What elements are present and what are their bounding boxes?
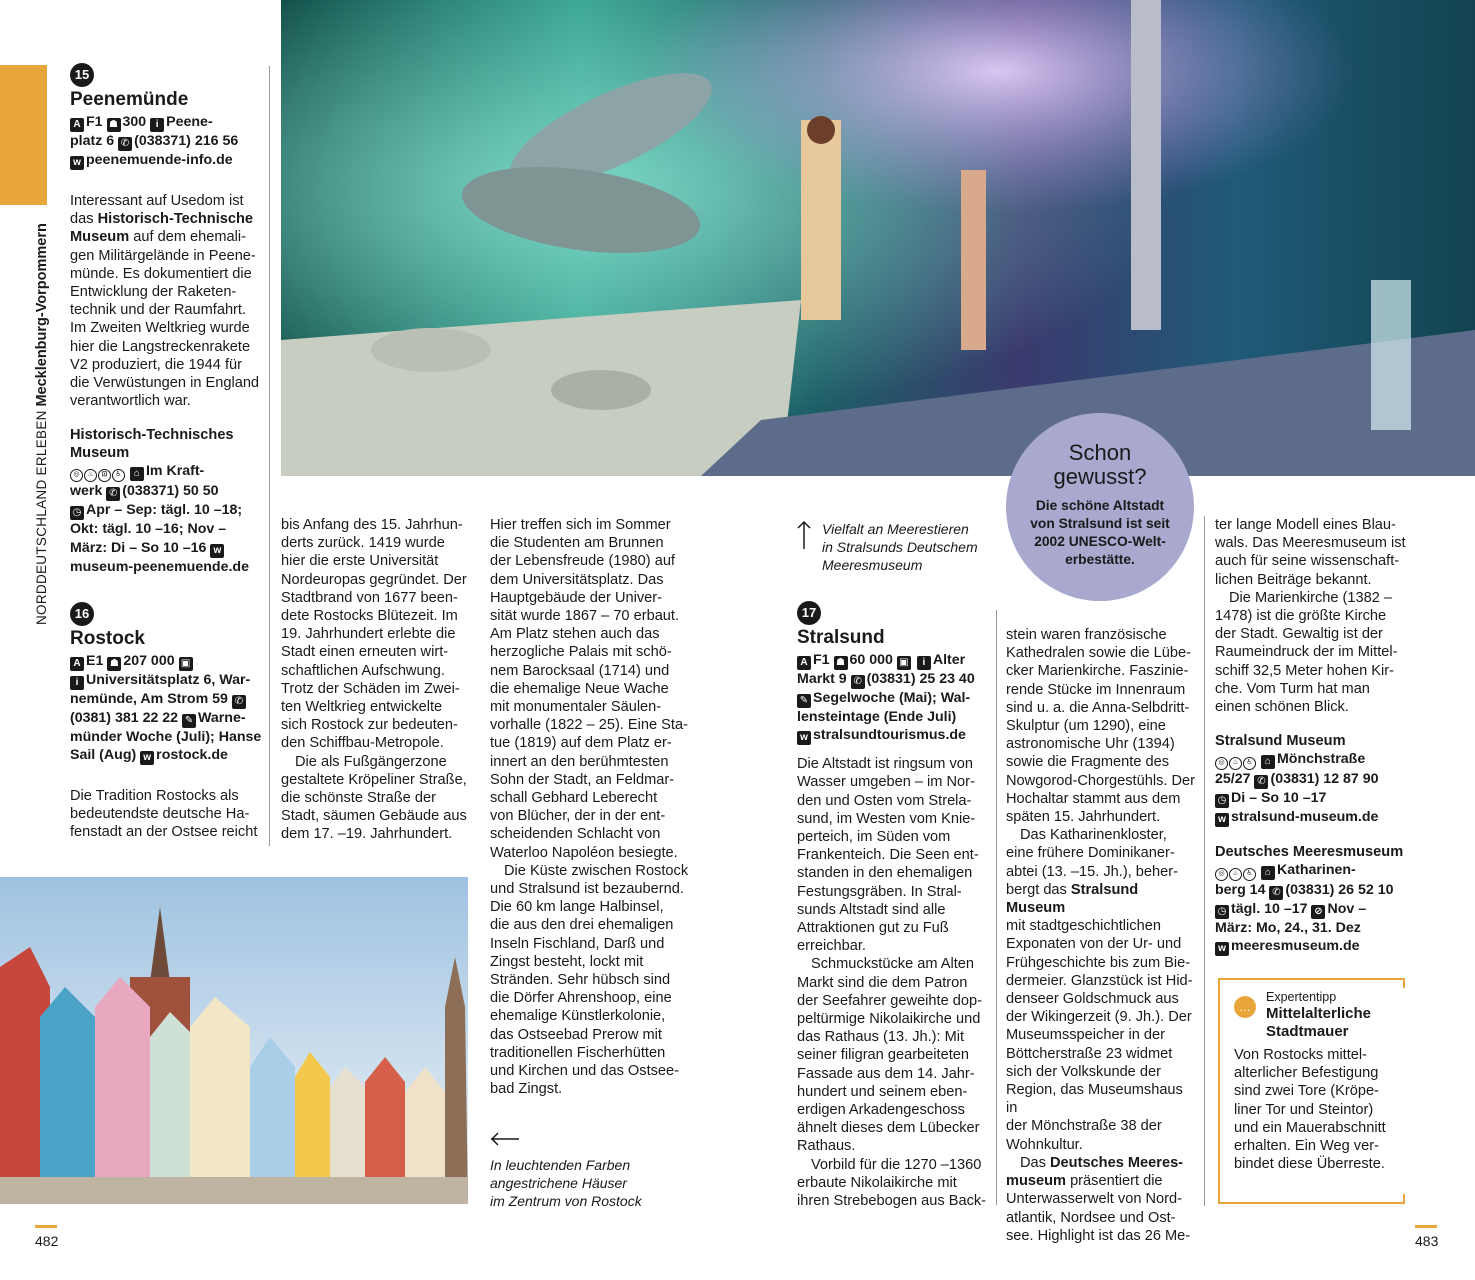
cafe-icon: ♨ — [1229, 757, 1242, 770]
caption-top-arrow — [797, 520, 811, 550]
column-divider — [1204, 516, 1205, 1206]
rostock-website[interactable]: rostock.de — [156, 747, 228, 764]
cafe-icon: ♨ — [1229, 868, 1242, 881]
train-icon: ▣ — [179, 657, 193, 671]
expert-tip-text: Von Rostocks mittel- alterlicher Befestigung sind zwei Tore (Kröpe- liner Tor und Steintor) und ein Mauerabschnitt erhalten. Ein Weg ver- bindet diese Überreste. — [1234, 1047, 1386, 1173]
page-number-left: 482 — [35, 1233, 59, 1249]
stralsund-title: Stralsund — [797, 627, 885, 648]
peenemuende-title: Peenemünde — [70, 89, 189, 110]
phone-icon: ✆ — [106, 487, 120, 501]
info-icon: i — [917, 656, 931, 670]
stralsund-museum-title: Stralsund Museum — [1215, 733, 1346, 750]
did-you-know-circle — [1006, 413, 1194, 601]
attraction-icon: ◎ — [70, 469, 83, 482]
htm-museum-website[interactable]: museum-peenemuende.de — [70, 558, 249, 575]
info-icon: i — [150, 118, 164, 132]
entry-number-16: 16 — [70, 602, 94, 626]
caption-top: Vielfalt an Meerestieren in Stralsunds Deutschem Meeresmuseum — [822, 521, 978, 573]
shop-icon: ⊡ — [98, 469, 111, 482]
rostock-title: Rostock — [70, 627, 145, 649]
map-grid-icon: A — [70, 118, 84, 132]
address-icon: ⌂ — [130, 467, 144, 481]
meeresmuseum-photo — [281, 0, 1475, 476]
caption-bottom: In leuchtenden Farben angestrichene Häuser im Zentrum von Rostock — [490, 1157, 642, 1209]
peenemuende-website[interactable]: peenemuende-info.de — [86, 152, 233, 168]
rostock-text: Die Tradition Rostocks als bedeutendste deutsche Ha- fenstadt an der Ostsee reicht — [70, 788, 258, 841]
map-grid-icon: A — [797, 656, 811, 670]
stralsund-museum-info: ◎ ♨ ♿ ⌂ Mönchstraße 25/27 ✆ (03831) 12 87 90 ◷ Di – So 10 –17 w stralsund-museum.de — [1215, 751, 1379, 826]
did-you-know-title: Schon gewusst? — [1053, 440, 1147, 489]
population-icon: ☗ — [107, 657, 121, 671]
festival-icon: ✎ — [182, 714, 196, 728]
map-grid-icon: A — [70, 657, 84, 671]
expert-tip-border-right-bottom — [1403, 1194, 1405, 1204]
expert-tip-box — [1218, 978, 1403, 1204]
rostock-photo — [0, 877, 468, 1204]
meeresmuseum-info: ◎ ♨ ♿ ⌂ Katharinen- berg 14 ✆ (03831) 26 52 10 ◷ tägl. 10 –17 ⊘ Nov – März: Mo, 24., 31. Dez w meeresmuseum.de — [1215, 862, 1394, 955]
speech-bubble-icon: … — [1234, 996, 1256, 1018]
arrow-up-icon — [797, 520, 811, 550]
attraction-icon: ◎ — [1215, 868, 1228, 881]
caption-bottom-arrow — [490, 1132, 520, 1146]
rostock-info: A E1 ☗ 207 000 ▣ i Universitätsplatz 6, War- nemünde, Am Strom 59 ✆ (0381) 381 22 22 ✎ Warne- münder Woche (Juli); Hanse Sail (Aug) w rostock.de — [70, 652, 262, 764]
did-you-know-text: Die schöne Altstadt von Stralsund ist seit 2002 UNESCO-Welt- erbestätte. — [1030, 498, 1170, 567]
stralsund-website[interactable]: stralsundtourismus.de — [813, 727, 966, 744]
wheelchair-icon: ♿ — [1243, 868, 1256, 881]
wheelchair-icon: ♿ — [112, 469, 125, 482]
attraction-icon: ◎ — [1215, 757, 1228, 770]
population-icon: ☗ — [107, 118, 121, 132]
col1 — [70, 63, 262, 842]
col6 — [1215, 516, 1415, 956]
stralsund-text: Die Altstadt ist ringsum von Wasser umgeben – im Nor- den und Osten vom Strela- sund, im Westen vom Knie- perteich, im Süden vom Frankenteich. Die Seen ent- standen in den ehemaligen Festungsgräben. In Stral- sunds Altstadt sind alle Attraktionen gut zu Fuß erreichbar. Schmuckstücke am Alten Markt sind die dem Patron der Seefahrer geweihte dop- peltürmige Nikolaikirche und das Rathaus (13. Jh.): Mit seiner filigran gearbeiteten Fassade aus dem 14. Jahr- hundert und seinem eben- erdigen Arkadengeschoss ähnelt dieses dem Lübecker Rathaus. Vorbild für die 1270 –1360 erbaute Nikolaikirche mit ihren Strebebogen aus Back- — [797, 756, 987, 1210]
address-icon: ⌂ — [1261, 755, 1275, 769]
web-icon: w — [797, 731, 811, 745]
web-icon: w — [70, 156, 84, 170]
page-right-accent — [1415, 1225, 1437, 1228]
train-icon: ▣ — [897, 656, 911, 670]
web-icon: w — [1215, 813, 1229, 827]
meeresmuseum-website[interactable]: meeresmuseum.de — [1231, 938, 1360, 955]
web-icon: w — [210, 544, 224, 558]
festival-icon: ✎ — [797, 694, 811, 708]
web-icon: w — [1215, 942, 1229, 956]
side-tab-prefix: NORDDEUTSCHLAND ERLEBEN — [34, 410, 49, 625]
side-tab-region: Mecklenburg-Vorpommern — [34, 223, 50, 407]
stralsund-info: A F1 ☗ 60 000 ▣ i Alter Markt 9 ✆ (03831) 25 23 40 ✎ Segelwoche (Mai); Wal- lensteintage (Ende Juli) w stralsundtourismus.de — [797, 652, 975, 744]
column-divider — [269, 66, 270, 846]
entry-number-17: 17 — [797, 601, 821, 625]
peenemuende-text: Interessant auf Usedom ist das Historisch-Technische Museum auf dem ehemali- gen Militärgelände in Peene- münde. Es dokumentiert die Entwicklung der Raketen- technik und der Raumfahrt. Im Zweiten Weltkrieg wurde hier die Langstreckenrakete V2 produziert, die 1944 für die Verwüstungen in England verantwortlich war. — [70, 193, 260, 410]
col2: bis Anfang des 15. Jahrhun- derts zurück. 1419 wurde hier die erste Universität Nordeuropas gegründet. Der Stadtbrand von 1677 been- dete Rostocks Blütezeit. Im 19. Jahrhundert erlebte die Stadt einen erneuten wirt- schaftlichen Aufschwung. Trotz der Schäden im Zwei- ten Weltkrieg entwickelte sich Rostock zur bedeuten- den Schiffbau-Metropole. Die als Fußgängerzone gestaltete Kröpeliner Straße, die schönste Straße der Stadt, säumen Gebäude aus dem 17. –19. Jahrhundert. — [281, 517, 467, 843]
clock-icon: ◷ — [1215, 794, 1229, 808]
htm-museum-title: Historisch-Technisches Museum — [70, 427, 234, 462]
expert-tip-title: Mittelalterliche Stadtmauer — [1266, 1005, 1372, 1040]
clock-icon: ◷ — [70, 506, 84, 520]
column-divider — [996, 610, 997, 1205]
expert-tip-border-right — [1403, 978, 1405, 988]
phone-icon: ✆ — [118, 137, 132, 151]
cafe-icon: ♨ — [84, 469, 97, 482]
population-icon: ☗ — [834, 656, 848, 670]
phone-icon: ✆ — [1269, 886, 1283, 900]
stralsund-museum-website[interactable]: stralsund-museum.de — [1231, 809, 1379, 826]
meeresmuseum-title: Deutsches Meeresmuseum — [1215, 844, 1404, 861]
arrow-left-icon — [490, 1132, 520, 1146]
rostock-photo-drawing — [0, 877, 468, 1204]
clock-icon: ◷ — [1215, 905, 1229, 919]
phone-icon: ✆ — [232, 695, 246, 709]
address-icon: ⌂ — [1261, 866, 1275, 880]
closed-icon: ⊘ — [1311, 905, 1325, 919]
side-tab-label — [34, 205, 50, 625]
col4 — [797, 601, 989, 1210]
htm-museum-info: ◎ ♨ ⊡ ♿ ⌂ Im Kraft- werk ✆ (038371) 50 50 ◷ Apr – Sep: tägl. 10 –18; Okt: tägl. 10 –16; Nov – März: Di – So 10 –16 w museum-peenemuende.de — [70, 463, 249, 575]
col6-text: ter lange Modell eines Blau- wals. Das Meeresmuseum ist auch für seine wissenschaft- lichen Beiträge bekannt. Die Marienkirche (1382 – 1478) ist die größte Kirche der Stadt. Gewaltig ist der Raumeindruck der im Mittel- schiff 32,5 Meter hohen Kir- che. Vom Turm hat man einen schönen Blick. — [1215, 517, 1406, 716]
phone-icon: ✆ — [851, 675, 865, 689]
expert-tip-label: Expertentipp — [1266, 990, 1337, 1004]
page-left-accent — [35, 1225, 57, 1228]
meeresmuseum-photo-drawing — [281, 0, 1475, 476]
phone-icon: ✆ — [1254, 775, 1268, 789]
page-number-right: 483 — [1415, 1233, 1439, 1249]
col3: Hier treffen sich im Sommer die Studenten am Brunnen der Lebensfreude (1980) auf dem Universitätsplatz. Das Hauptgebäude der Univer- sität wurde 1867 – 70 erbaut. Am Platz stehen auch das herzogliche Palais mit schö- nem Barocksaal (1714) und die ehemalige Neue Wache mit monumentaler Säulen- vorhalle (1822 – 25). Eine Sta- tue (1819) auf dem Platz er- innert an den berühmtesten Sohn der Stadt, an Feldmar- schall Gebhard Leberecht von Blücher, der in der ent- scheidenden Schlacht von Waterloo Napoléon besiegte. Die Küste zwischen Rostock und Stralsund ist bezaubernd. Die 60 km lange Halbinsel, die aus den drei ehemaligen Inseln Fischland, Darß und Zingst besteht, lockt mit Stränden. Sehr hübsch sind die Dörfer Ahrenshoop, eine ehemalige Künstlerkolonie, das Ostseebad Prerow mit traditionellen Fischerhütten und Kirchen und das Ostsee- bad Zingst. — [490, 517, 689, 1098]
wheelchair-icon: ♿ — [1243, 757, 1256, 770]
info-icon: i — [70, 676, 84, 690]
web-icon: w — [140, 751, 154, 765]
entry-number-15: 15 — [70, 63, 94, 87]
col5: stein waren französische Kathedralen sowie die Lübe- cker Marienkirche. Faszinie- rende Stücke im Innenraum sind u. a. die Anna-Selbdritt- Skulptur (um 1290), eine astronomische Uhr (1394) sowie die Fragmente des Nowgorod-Chorgestühls. Der Hochaltar stammt aus dem späten 15. Jahrhundert. Das Katharinenkloster, eine frühere Dominikaner- abtei (13. –15. Jh.), beher- bergt das Stralsund Museum mit stadtgeschichtlichen Exponaten von der Ur- und Frühgeschichte bis zum Bie- dermeier. Glanzstück ist Hid- denseer Goldschmuck aus der Wikingerzeit (9. Jh.). Der Museumsspeicher in der Böttcherstraße 23 widmet sich der Volkskunde der Region, das Museumshaus in der Mönchstraße 38 der Wohnkultur. Das Deutsches Meeres- museum präsentiert die Unterwasserwelt von Nord- atlantik, Nordsee und Ost- see. Highlight ist das 26 Me- — [1006, 627, 1195, 1244]
side-tab-accent — [0, 65, 47, 205]
peenemuende-info: A F1 ☗ 300 i Peene- platz 6 ✆ (038371) 216 56 w peenemuende-info.de — [70, 114, 239, 168]
